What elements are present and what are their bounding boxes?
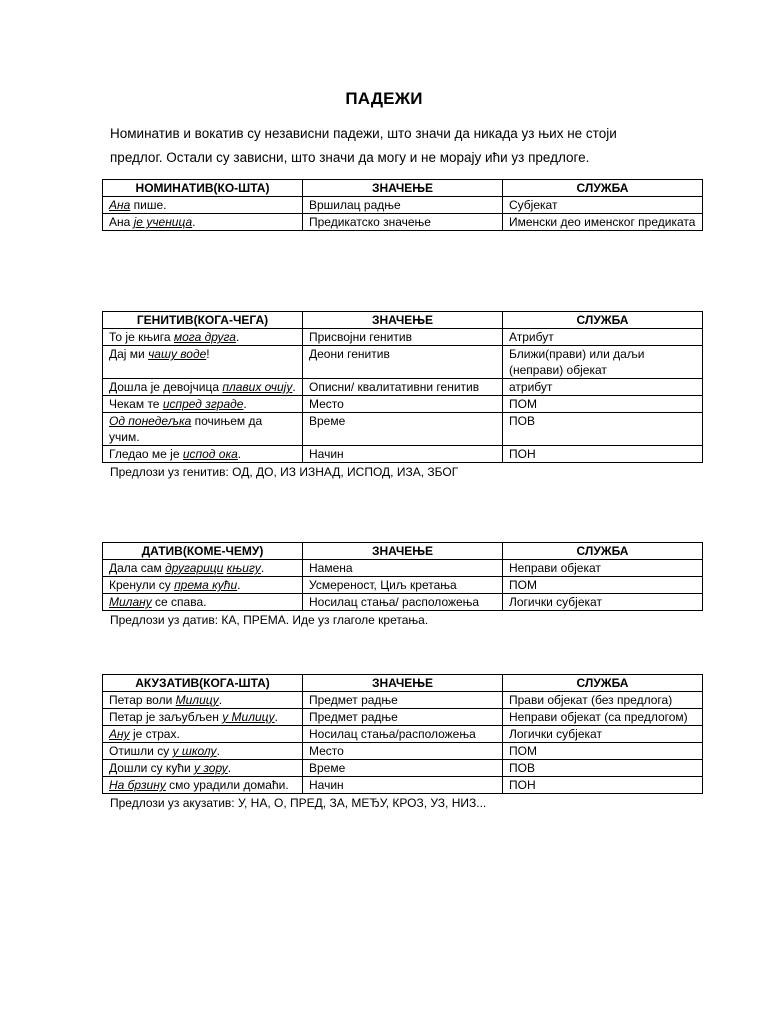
cell-text: Отишли су <box>109 744 173 758</box>
emphasized-text: На брзину <box>109 778 166 792</box>
cell-function <box>503 760 703 777</box>
cell-text: Носилац стања/ расположења <box>309 595 480 609</box>
table-row <box>103 379 703 396</box>
genitive-section <box>102 311 702 480</box>
column-header-meaning: ЗНАЧЕЊЕ <box>303 675 503 692</box>
cell-meaning <box>303 577 503 594</box>
cell-meaning <box>303 726 503 743</box>
table-row <box>103 396 703 413</box>
cell-text: Време <box>309 414 346 428</box>
cell-function <box>503 743 703 760</box>
cell-example <box>103 594 303 611</box>
emphasized-text: мога друга <box>173 330 236 344</box>
emphasized-text: у школу <box>172 744 217 758</box>
cell-function <box>503 396 703 413</box>
nominative-table <box>102 179 703 231</box>
cell-text: Петар је заљубљен <box>109 710 223 724</box>
cell-text: . <box>260 561 265 575</box>
dative-table <box>102 542 703 611</box>
cell-text: . <box>235 330 240 344</box>
cell-meaning <box>303 197 503 214</box>
emphasized-text: према кући <box>174 578 238 592</box>
cell-text: ПОН <box>509 778 536 792</box>
cell-text: . <box>292 380 296 394</box>
page-title: ПАДЕЖИ <box>345 89 423 108</box>
table-row <box>103 577 703 594</box>
cell-meaning <box>303 379 503 396</box>
emphasized-text: другарици <box>165 561 224 575</box>
table-row <box>103 760 703 777</box>
cell-text: Прави објекат (без предлога) <box>509 693 673 707</box>
column-header-example: НОМИНАТИВ(КО-ШТА) <box>103 180 303 197</box>
cell-function <box>503 560 703 577</box>
table-row <box>103 709 703 726</box>
cell-text: пише. <box>130 198 167 212</box>
cell-meaning <box>303 560 503 577</box>
column-header-function: СЛУЖБА <box>503 180 703 197</box>
emphasized-text: књигу <box>226 561 261 575</box>
cell-text: Присвојни генитив <box>309 330 412 344</box>
cell-example <box>103 709 303 726</box>
table-row <box>103 346 703 379</box>
intro-line: предлог. Остали су зависни, што значи да могу и не морају ићи уз предлоге. <box>110 150 590 165</box>
cell-text: Место <box>309 397 344 411</box>
cell-text: смо урадили домаћи. <box>165 778 289 792</box>
emphasized-text: Ану <box>109 727 130 741</box>
cell-text: ! <box>206 347 210 361</box>
intro-line: Номинатив и вокатив су независни падежи, што значи да никада уз њих не стоји <box>110 126 617 141</box>
column-header-meaning: ЗНАЧЕЊЕ <box>303 543 503 560</box>
cell-text: Дај ми <box>109 347 149 361</box>
emphasized-text: је ученица <box>133 215 193 229</box>
emphasized-text: Ана <box>109 198 131 212</box>
cell-example <box>103 413 303 446</box>
cell-text: Дала сам <box>109 561 166 575</box>
cell-example <box>103 692 303 709</box>
cell-meaning <box>303 760 503 777</box>
emphasized-text: у Милицу <box>222 710 275 724</box>
cell-text: Атрибут <box>509 330 554 344</box>
cell-example <box>103 726 303 743</box>
cell-text: Кренули су <box>109 578 175 592</box>
cell-function <box>503 726 703 743</box>
column-header-function: СЛУЖБА <box>503 675 703 692</box>
emphasized-text: испод ока <box>182 447 238 461</box>
accusative-table <box>102 674 703 794</box>
column-header-example: ГЕНИТИВ(КОГА-ЧЕГА) <box>103 312 303 329</box>
table-header-row <box>103 675 703 692</box>
cell-text: Предмет радње <box>309 710 398 724</box>
cell-example <box>103 760 303 777</box>
cell-text: Намена <box>309 561 353 575</box>
cell-text: Субјекат <box>509 198 558 212</box>
cell-text: Ана <box>109 215 134 229</box>
table-row <box>103 214 703 231</box>
cell-text: . <box>274 710 278 724</box>
table-row <box>103 329 703 346</box>
cell-text: Именски део именског предиката <box>509 215 696 229</box>
cell-text: Логички субјекат <box>509 727 602 741</box>
cell-text: . <box>237 447 242 461</box>
cell-meaning <box>303 777 503 794</box>
cell-text: То је књига <box>109 330 174 344</box>
cell-text: Предмет радње <box>309 693 398 707</box>
cell-text: ПОМ <box>509 578 537 592</box>
cell-text: . <box>216 744 220 758</box>
emphasized-text: испред зграде <box>162 397 244 411</box>
cell-function <box>503 413 703 446</box>
cell-meaning <box>303 346 503 379</box>
cell-text: ПОВ <box>509 414 535 428</box>
cell-text: Неправи објекат (са предлогом) <box>509 710 688 724</box>
cell-text: Време <box>309 761 346 775</box>
cell-meaning <box>303 709 503 726</box>
cell-text: . <box>237 578 241 592</box>
column-header-meaning: ЗНАЧЕЊЕ <box>303 312 503 329</box>
cell-text: се спава. <box>151 595 207 609</box>
table-header-row <box>103 543 703 560</box>
accusative-section <box>102 674 702 811</box>
cell-function <box>503 346 703 379</box>
cell-function <box>503 446 703 463</box>
column-header-function: СЛУЖБА <box>503 312 703 329</box>
cell-text: почињем да учим. <box>109 414 263 444</box>
cell-text: Логички субјекат <box>509 595 602 609</box>
cell-meaning <box>303 214 503 231</box>
cell-text: атрибут <box>509 380 553 394</box>
table-row <box>103 446 703 463</box>
table-row <box>103 743 703 760</box>
cell-function <box>503 379 703 396</box>
cell-function <box>503 692 703 709</box>
cell-text: Дошла је девојчица <box>109 380 223 394</box>
cell-meaning <box>303 743 503 760</box>
cell-text: . <box>243 397 247 411</box>
column-header-function: СЛУЖБА <box>503 543 703 560</box>
column-header-example: ДАТИВ(КОМЕ-ЧЕМУ) <box>103 543 303 560</box>
emphasized-text: Од понедељка <box>109 414 192 428</box>
table-header-row <box>103 312 703 329</box>
cell-text: ПОМ <box>509 744 537 758</box>
cell-text: Усмереност, Циљ кретања <box>309 578 457 592</box>
table-header-row <box>103 180 703 197</box>
cell-text: Начин <box>309 778 344 792</box>
table-row <box>103 726 703 743</box>
cell-text: Ближи(прави) или даљи (неправи) објекат <box>509 347 645 377</box>
cell-text: је страх. <box>129 727 180 741</box>
table-row <box>103 692 703 709</box>
genitive-prepositions-note: Предлози уз генитив: ОД, ДО, ИЗ ИЗНАД, ИСПОД, ИЗА, ЗБОГ <box>110 465 459 479</box>
cell-meaning <box>303 446 503 463</box>
cell-example <box>103 446 303 463</box>
cell-function <box>503 214 703 231</box>
cell-meaning <box>303 413 503 446</box>
cell-example <box>103 379 303 396</box>
emphasized-text: у зору <box>194 761 228 775</box>
table-row <box>103 197 703 214</box>
cell-example <box>103 777 303 794</box>
cell-example <box>103 197 303 214</box>
cell-text: Предикатско значење <box>309 215 431 229</box>
cell-meaning <box>303 329 503 346</box>
table-row <box>103 777 703 794</box>
cell-text: . <box>218 693 223 707</box>
column-header-example: АКУЗАТИВ(КОГА-ШТА) <box>103 675 303 692</box>
cell-text: Носилац стања/расположења <box>309 727 476 741</box>
dative-prepositions-note: Предлози уз датив: КА, ПРЕМА. Иде уз глаголе кретања. <box>110 613 429 627</box>
cell-text: Вршилац радње <box>309 198 401 212</box>
cell-text: Неправи објекат <box>509 561 601 575</box>
cell-example <box>103 214 303 231</box>
cell-meaning <box>303 692 503 709</box>
nominative-section <box>102 179 702 232</box>
cell-text: Начин <box>309 447 344 461</box>
table-row <box>103 560 703 577</box>
cell-example <box>103 396 303 413</box>
cell-text: Петар воли <box>109 693 176 707</box>
intro-paragraph <box>110 122 700 170</box>
cell-example <box>103 346 303 379</box>
cell-function <box>503 709 703 726</box>
cell-text: ПОМ <box>509 397 537 411</box>
table-row <box>103 413 703 446</box>
table-row <box>103 594 703 611</box>
cell-function <box>503 777 703 794</box>
cell-text: Гледао ме је <box>109 447 183 461</box>
cell-function <box>503 577 703 594</box>
cell-example <box>103 577 303 594</box>
cell-text: . <box>192 215 196 229</box>
cell-text: Деони генитив <box>309 347 390 361</box>
cell-text: Чекам те <box>109 397 163 411</box>
cell-text: Дошли су кући <box>109 761 195 775</box>
cell-text: Место <box>309 744 344 758</box>
accusative-prepositions-note: Предлози уз акузатив: У, НА, О, ПРЕД, ЗА, МЕЂУ, КРОЗ, УЗ, НИЗ... <box>110 796 487 810</box>
dative-section <box>102 542 702 628</box>
emphasized-text: Милану <box>109 595 152 609</box>
cell-function <box>503 594 703 611</box>
cell-meaning <box>303 594 503 611</box>
cell-example <box>103 743 303 760</box>
emphasized-text: плавих очију <box>222 380 293 394</box>
cell-meaning <box>303 396 503 413</box>
cell-function <box>503 329 703 346</box>
emphasized-text: чашу воде <box>148 347 207 361</box>
genitive-table <box>102 311 703 463</box>
emphasized-text: Милицу <box>175 693 219 707</box>
cell-text: Описни/ квалитативни генитив <box>309 380 480 394</box>
cell-example <box>103 329 303 346</box>
column-header-meaning: ЗНАЧЕЊЕ <box>303 180 503 197</box>
cell-example <box>103 560 303 577</box>
cell-text: . <box>227 761 232 775</box>
cell-function <box>503 197 703 214</box>
cell-text: ПОН <box>509 447 536 461</box>
cell-text: ПОВ <box>509 761 535 775</box>
